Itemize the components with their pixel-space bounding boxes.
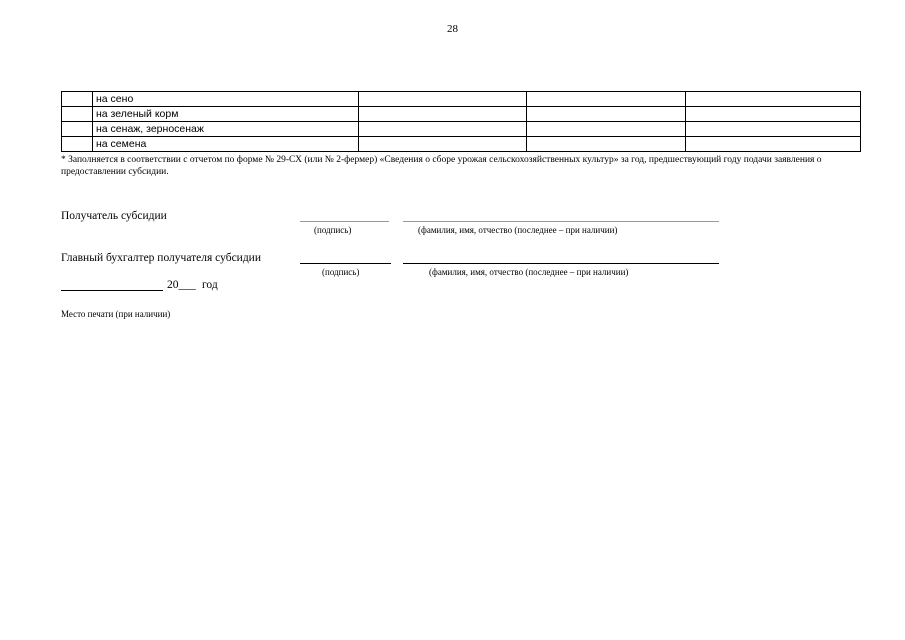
table-cell	[62, 92, 93, 107]
table-cell	[527, 92, 686, 107]
table-cell	[527, 137, 686, 152]
accountant-signature-line	[300, 263, 391, 264]
accountant-name-line	[403, 263, 719, 264]
recipient-signature-line	[300, 221, 389, 222]
table-cell	[527, 107, 686, 122]
accountant-label: Главный бухгалтер получателя субсидии	[61, 252, 261, 264]
table-row	[62, 137, 861, 152]
table-row	[62, 107, 861, 122]
footnote: * Заполняется в соответствии с отчетом по форме № 29-СХ (или № 2-фермер) «Сведения о сборе урожая сельскохозяйственных культур» за год, предшествующий году подачи заявления о предоставлении субсидии.	[61, 155, 822, 177]
table-cell	[686, 137, 861, 152]
table-cell	[527, 122, 686, 137]
table-row	[62, 92, 861, 107]
row-label: на сено	[93, 92, 359, 107]
table-cell	[359, 107, 527, 122]
table-cell	[62, 122, 93, 137]
table-cell	[359, 137, 527, 152]
table-cell	[62, 107, 93, 122]
recipient-name-caption: (фамилия, имя, отчество (последнее – при наличии)	[418, 225, 618, 235]
row-label: на зеленый корм	[93, 107, 359, 122]
accountant-signature-caption: (подпись)	[322, 267, 360, 277]
table-cell	[359, 92, 527, 107]
row-label: на сенаж, зерносенаж	[93, 122, 359, 137]
row-label: на семена	[93, 137, 359, 152]
page-number: 28	[447, 23, 458, 35]
date-year-prefix: 20___	[167, 279, 196, 291]
crop-table	[61, 91, 861, 152]
table-cell	[686, 122, 861, 137]
stamp-note: Место печати (при наличии)	[61, 309, 171, 319]
table-cell	[686, 92, 861, 107]
date-line	[61, 290, 163, 291]
recipient-name-line	[403, 221, 719, 222]
table-cell	[686, 107, 861, 122]
date-year-suffix: год	[202, 279, 218, 291]
table-row	[62, 122, 861, 137]
table-cell	[359, 122, 527, 137]
recipient-label: Получатель субсидии	[61, 210, 167, 222]
recipient-signature-caption: (подпись)	[314, 225, 352, 235]
table-cell	[62, 137, 93, 152]
accountant-name-caption: (фамилия, имя, отчество (последнее – при наличии)	[429, 267, 629, 277]
